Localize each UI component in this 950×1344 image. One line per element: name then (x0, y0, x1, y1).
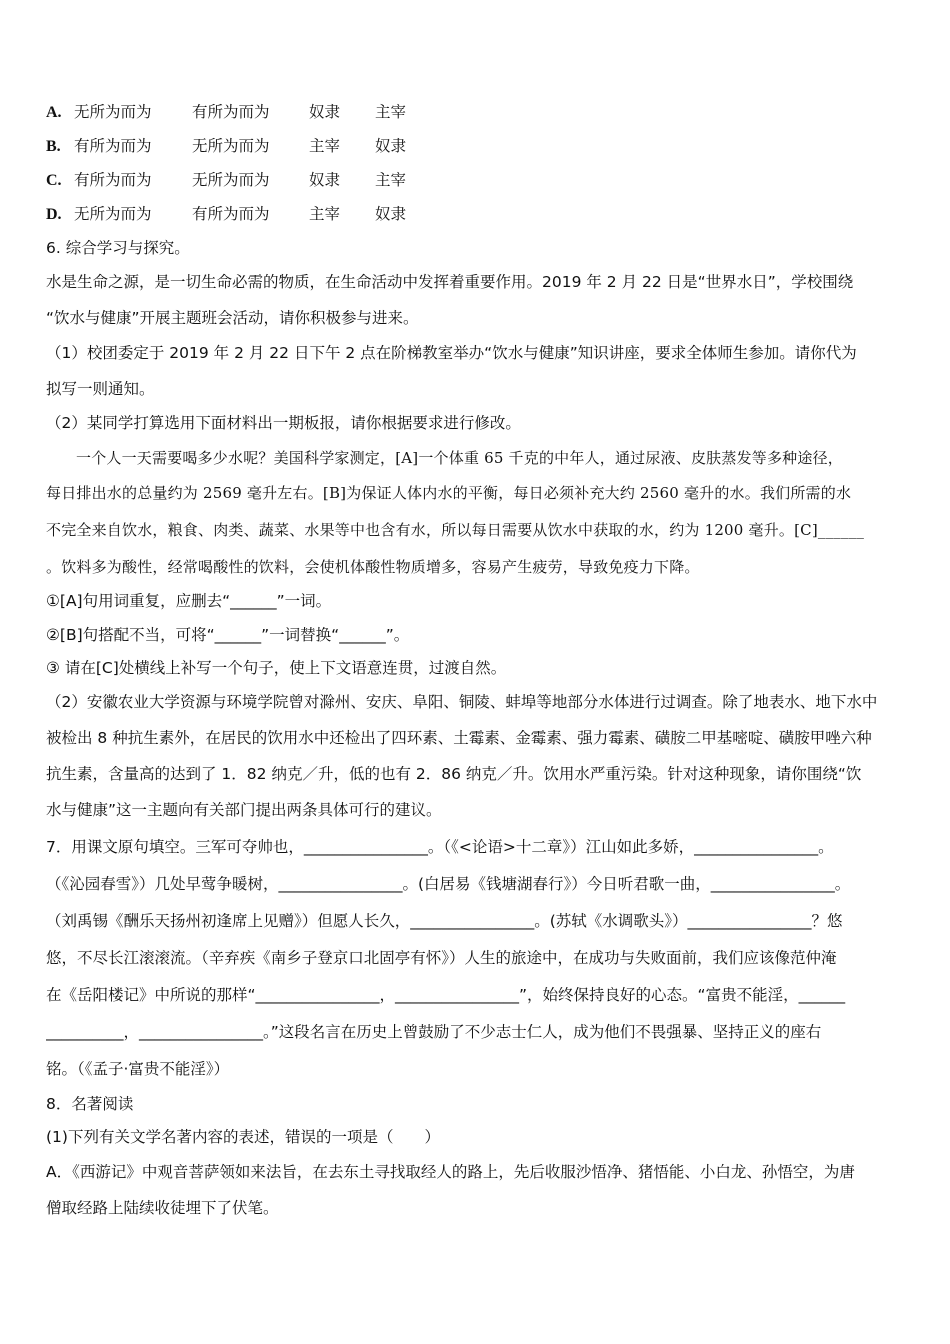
question-8-line: (1)下列有关文学名著内容的表述，错误的一项是（ ） (46, 1128, 440, 1146)
material-line: 。饮料多为酸性，经常喝酸性的饮料，会使机体酸性物质增多，容易产生疲劳，导致免疫力下降。 (46, 558, 700, 576)
option-cell: 奴隶 (309, 171, 341, 189)
question-8-heading: 8．名著阅读 (46, 1095, 134, 1113)
text-line: 水与健康”这一主题向有关部门提出两条具体可行的建议。 (46, 801, 442, 819)
option-cell: 主宰 (375, 103, 407, 121)
question-7-line: __________，________________。”这段名言在历史上曾鼓励了不少志士仁人，成为他们不畏强暴、坚持正义的座右 (46, 1023, 822, 1041)
text-line: （2）某同学打算选用下面材料出一期板报，请你根据要求进行修改。 (46, 414, 521, 432)
option-cell: 有所为而为 (192, 103, 270, 121)
option-cell: 奴隶 (375, 205, 407, 223)
option-cell: 无所为而为 (74, 103, 152, 121)
option-cell: 奴隶 (309, 103, 341, 121)
text-line: （2）安徽农业大学资源与环境学院曾对滁州、安庆、阜阳、铜陵、蚌埠等地部分水体进行过调查。除了地表水、地下水中 (46, 693, 878, 711)
material-line: 不完全来自饮水，粮食、肉类、蔬菜、水果等中也含有水，所以每日需要从饮水中获取的水，约为 1200 毫升。[C]______ (46, 521, 865, 539)
text-line: 被检出 8 种抗生素外，在居民的饮用水中还检出了四环素、土霉素、金霉素、强力霉素、磺胺二甲基嘧啶、磺胺甲唑六种 (46, 729, 872, 747)
material-line: 一个人一天需要喝多少水呢？美国科学家测定，[A]一个体重 65 千克的中年人，通过尿液、皮肤蒸发等多种途径， (76, 449, 843, 467)
text-line: “饮水与健康”开展主题班会活动，请你积极参与进来。 (46, 309, 419, 327)
option-d (46, 203, 906, 226)
option-cell: 无所为而为 (192, 171, 270, 189)
text-line: 拟写一则通知。 (46, 380, 155, 398)
option-cell: 有所为而为 (192, 205, 270, 223)
option-letter: B. (46, 138, 61, 155)
option-cell: 主宰 (309, 137, 341, 155)
question-8-line: A．《西游记》中观音菩萨领如来法旨，在去东土寻找取经人的路上，先后收服沙悟净、猪悟能、小白龙、孙悟空，为唐 (46, 1163, 855, 1181)
option-letter: A. (46, 104, 62, 121)
option-b (46, 135, 906, 158)
question-7-line: 在《岳阳楼记》中所说的那样“________________，________________”，始终保持良好的心态。“富贵不能淫，______ (46, 986, 846, 1004)
option-cell: 无所为而为 (192, 137, 270, 155)
option-letter: D. (46, 206, 62, 223)
text-line: 抗生素，含量高的达到了 1．82 纳克／升，低的也有 2．86 纳克／升。饮用水严重污染。针对这种现象，请你围绕“饮 (46, 765, 862, 783)
sub-question: ②[B]句搭配不当，可将“______”一词替换“______”。 (46, 626, 410, 644)
text-line: （1）校团委定于 2019 年 2 月 22 日下午 2 点在阶梯教室举办“饮水与健康”知识讲座，要求全体师生参加。请你代为 (46, 344, 857, 362)
question-7-line: 铭。（《孟子·富贵不能淫》） (46, 1060, 230, 1078)
question-6-heading: 6. 综合学习与探究。 (46, 239, 190, 257)
option-cell: 主宰 (309, 205, 341, 223)
question-7-line: （《沁园春雪》）几处早莺争暖树，________________。(白居易《钱塘湖春行》）今日听君歌一曲，________________。 (46, 875, 851, 893)
question-8-line: 僧取经路上陆续收徒埋下了伏笔。 (46, 1199, 279, 1217)
sub-question: ①[A]句用词重复，应删去“______”一词。 (46, 592, 332, 610)
option-letter: C. (46, 172, 62, 189)
option-cell: 奴隶 (375, 137, 407, 155)
option-cell: 无所为而为 (74, 205, 152, 223)
option-cell: 有所为而为 (74, 171, 152, 189)
question-7-line: 7．用课文原句填空。三军可夺帅也，________________。（《<论语>十二章》）江山如此多娇，________________。 (46, 838, 834, 856)
sub-question: ③ 请在[C]处横线上补写一个句子，使上下文语意连贯，过渡自然。 (46, 659, 507, 677)
text-line: 水是生命之源，是一切生命必需的物质，在生命活动中发挥着重要作用。2019 年 2 月 22 日是“世界水日”，学校围绕 (46, 273, 854, 291)
question-7-line: （刘禹锡《酬乐天扬州初逢席上见赠》）但愿人长久，________________。(苏轼《水调歌头》）________________？悠 (46, 912, 843, 930)
option-cell: 主宰 (375, 171, 407, 189)
option-cell: 有所为而为 (74, 137, 152, 155)
option-c (46, 169, 906, 192)
material-line: 每日排出水的总量约为 2569 毫升左右。[B]为保证人体内水的平衡，每日必须补充大约 2560 毫升的水。我们所需的水 (46, 484, 852, 502)
option-a (46, 101, 906, 124)
question-7-line: 悠，不尽长江滚滚流。（辛弃疾《南乡子登京口北固亭有怀》）人生的旅途中，在成功与失败面前，我们应该像范仲淹 (46, 949, 837, 967)
